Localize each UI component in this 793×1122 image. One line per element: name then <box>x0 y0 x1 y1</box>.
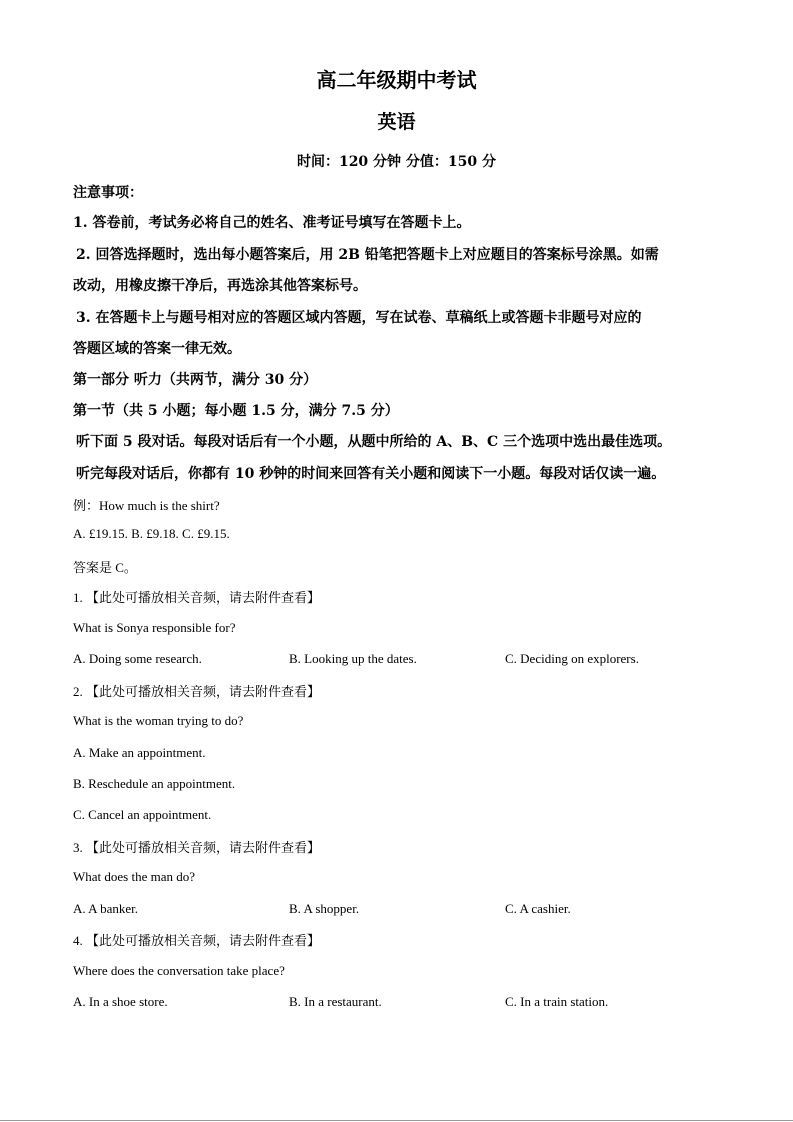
question-4-option-c: C. In a train station. <box>505 994 609 1009</box>
example-options: A. £19.15. B. £9.18. C. £9.15. <box>73 526 230 541</box>
question-1-audio-note: 1. 【此处可播放相关音频，请去附件查看】 <box>73 590 321 605</box>
question-4-text: Where does the conversation take place? <box>73 963 285 978</box>
notice-item-1: 1. 答卷前，考试务必将自己的姓名、准考证号填写在答题卡上。 <box>73 215 471 231</box>
notice-item-3-line-2: 答题区域的答案一律无效。 <box>73 341 241 357</box>
question-2-option-c: C. Cancel an appointment. <box>73 807 212 822</box>
question-3-option-c: C. A cashier. <box>505 901 571 916</box>
question-4-audio-note: 4. 【此处可播放相关音频，请去附件查看】 <box>73 933 321 948</box>
question-1-option-b: B. Looking up the dates. <box>289 651 417 666</box>
exam-title: 高二年级期中考试 <box>316 68 477 92</box>
question-2-audio-note: 2. 【此处可播放相关音频，请去附件查看】 <box>73 684 321 699</box>
question-3-option-b: B. A shopper. <box>289 901 360 916</box>
question-1-option-a: A. Doing some research. <box>73 651 202 666</box>
question-2-text: What is the woman trying to do? <box>73 713 244 728</box>
example-question: 例：How much is the shirt? <box>73 498 220 513</box>
question-3-text: What does the man do? <box>73 869 196 884</box>
notice-item-2-line-2: 改动，用橡皮擦干净后，再选涂其他答案标号。 <box>73 278 367 294</box>
question-4-option-a: A. In a shoe store. <box>73 994 168 1009</box>
time-score-info: 时间：120 分钟 分值：150 分 <box>296 154 497 170</box>
question-2-option-a: A. Make an appointment. <box>73 745 206 760</box>
question-1-option-c: C. Deciding on explorers. <box>505 651 639 666</box>
question-4-option-b: B. In a restaurant. <box>289 994 382 1009</box>
notice-item-3-line-1: 3. 在答题卡上与题号相对应的答题区域内答题，写在试卷、草稿纸上或答题卡非题号对应的 <box>76 310 642 326</box>
question-2-option-b: B. Reschedule an appointment. <box>73 776 236 791</box>
section1-heading: 第一节（共 5 小题；每小题 1.5 分，满分 7.5 分） <box>73 403 399 419</box>
question-1-text: What is Sonya responsible for? <box>73 620 236 635</box>
subject-title: 英语 <box>377 111 416 133</box>
notice-item-2-line-1: 2. 回答选择题时，选出每小题答案后，用 2B 铅笔把答题卡上对应题目的答案标号涂黑。如需 <box>76 247 659 263</box>
page-bottom-divider <box>0 1120 793 1121</box>
question-3-audio-note: 3. 【此处可播放相关音频，请去附件查看】 <box>73 840 321 855</box>
notice-heading: 注意事项： <box>73 185 143 201</box>
instructions-line-2: 听完每段对话后，你都有 10 秒钟的时间来回答有关小题和阅读下一小题。每段对话仅读一遍。 <box>76 466 666 482</box>
question-3-option-a: A. A banker. <box>73 901 138 916</box>
instructions-line-1: 听下面 5 段对话。每段对话后有一个小题，从题中所给的 A、B、C 三个选项中选出最佳选项。 <box>76 434 672 450</box>
part1-heading: 第一部分 听力（共两节，满分 30 分） <box>73 372 318 388</box>
example-answer: 答案是 C。 <box>73 560 137 575</box>
